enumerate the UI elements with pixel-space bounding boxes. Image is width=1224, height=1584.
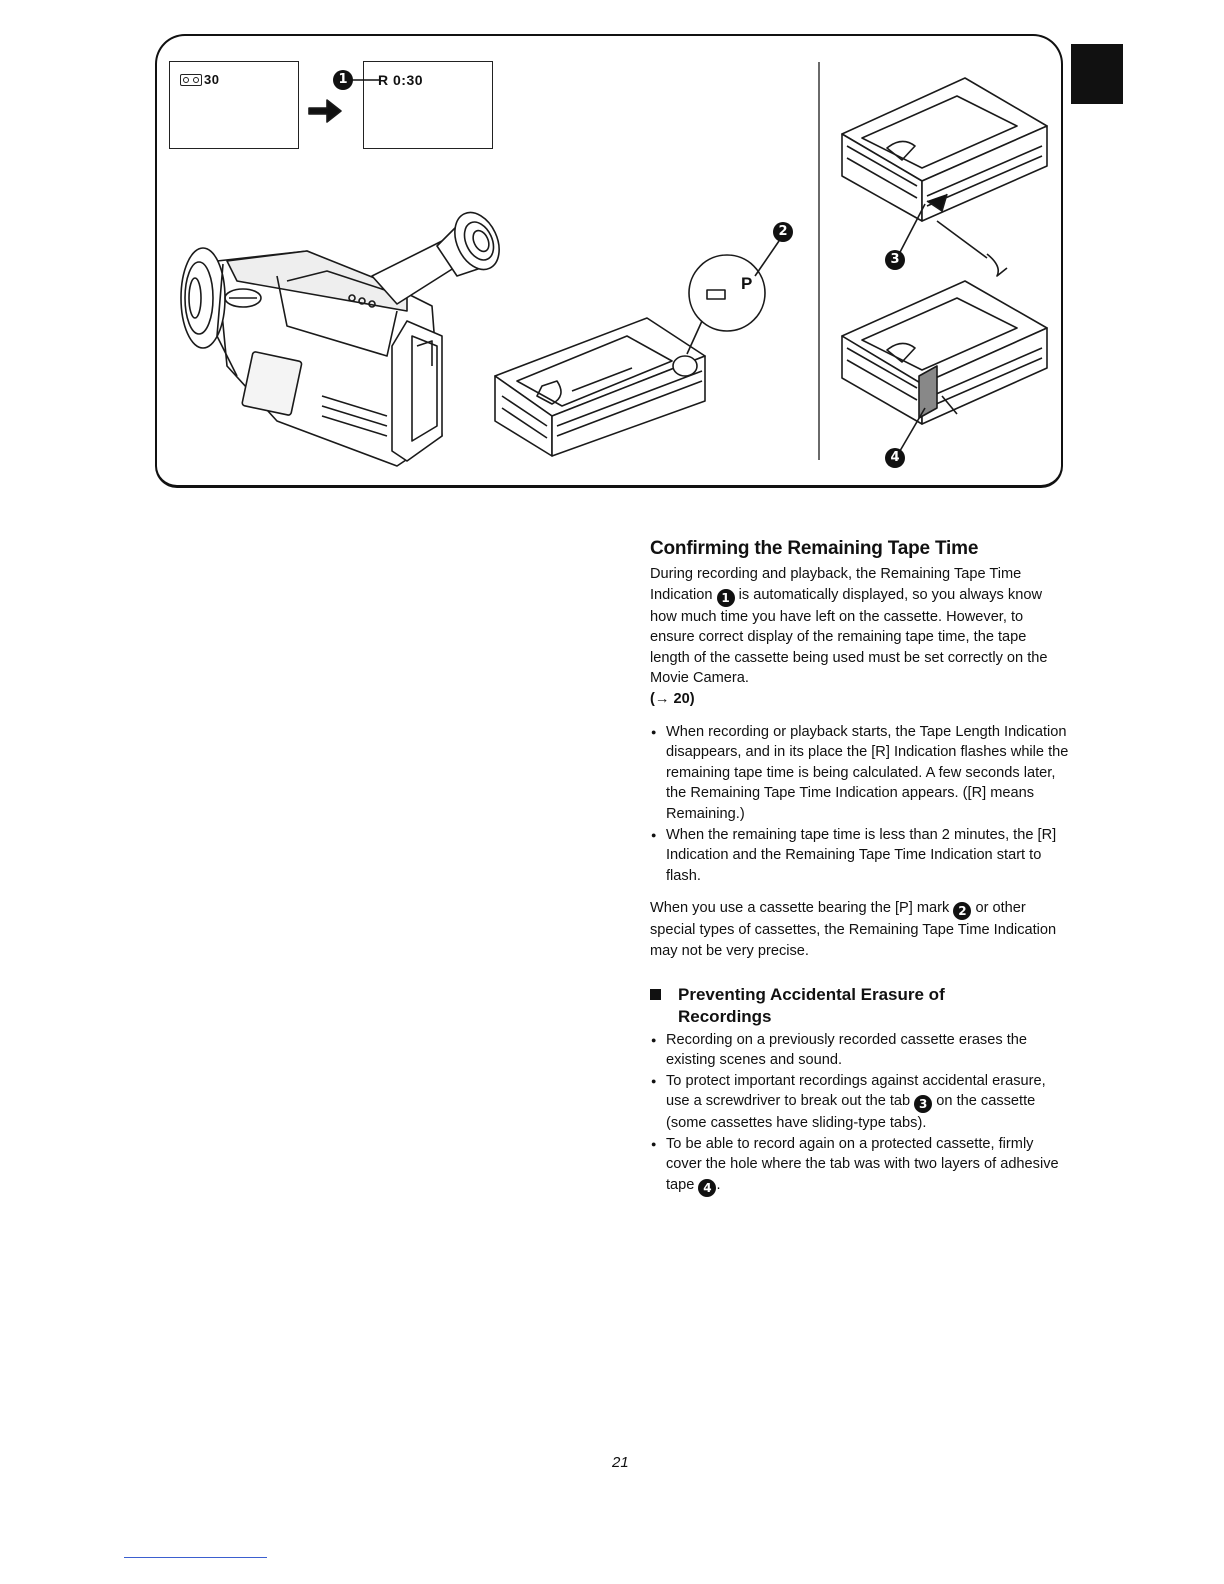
inline-callout-2: 2 [953,902,971,920]
p-mark-magnifier [689,255,765,331]
cassette-bottom-right-illustration [842,281,1047,456]
illustration-panel [155,34,1063,488]
cassette-center-illustration [495,318,705,456]
bullet-item [650,1071,1070,1134]
subsection-bullets [650,1030,1070,1198]
inline-callout-1: 1 [717,589,735,607]
bullet-item: ● Recording on a previously recorded cassette erases the existing scenes and sound. [650,1030,1070,1071]
section-title: Confirming the Remaining Tape Time [650,538,979,559]
arrow-right-icon [309,100,341,122]
note-text-a: When you use a cassette bearing the [P] mark [650,900,950,917]
bullet-text-b: on the cassette (some cassettes have sliding-type tabs). [666,1093,1036,1132]
footer-rule [124,1557,267,1558]
callout-4: 4 [885,448,905,468]
inline-callout-3: 3 [914,1095,932,1113]
subsection-title-line2: Recordings [678,1006,772,1026]
remaining-time-value: R 0:30 [378,72,424,88]
inline-callout-4: 4 [698,1179,716,1197]
callout-3: 3 [885,250,905,270]
bullet-text-a: To be able to record again on a protected cassette, firmly cover the hole where the tab was with two layers of adhesive tape [666,1135,1059,1194]
bullet-item: ● When recording or playback starts, the Tape Length Indication disappears, and in its place the [R] Indication flashes while the remaining tape time is being calculated. A few seconds later, the Remaining Tape Time Indication appears. ([R] means Remaining.) [650,722,1070,825]
page-number: 21 [612,1454,629,1471]
tape-length-indicator [180,72,219,87]
tape-length-value: 30 [204,72,220,87]
special-cassette-note [650,898,1070,961]
text-column [650,538,1070,1197]
screen-tape-length [169,61,299,149]
bullet-item [650,1134,1070,1197]
callout-1: 1 [333,70,353,90]
intro-paragraph [650,564,1070,689]
section-bullets [650,722,1070,887]
bullet-text-b: . [716,1177,721,1194]
section-tab-marker [1071,44,1123,104]
subsection-title-line1: Preventing Accidental Erasure of [678,984,945,1004]
page-reference: (→ 20) [650,690,695,707]
note-text-b: or other special types of cassettes, the Remaining Tape Time Indication may not be very precise. [650,900,1057,959]
callout-leader-1 [351,74,381,86]
screen-remaining-time [363,61,493,149]
bullet-item: ● When the remaining tape time is less than 2 minutes, the [R] Indication and the Remaining Tape Time Indication start to flash. [650,825,1070,887]
bullet-text-a: To protect important recordings against accidental erasure, use a screwdriver to break out the tab [666,1072,1046,1110]
callout-2: 2 [773,222,793,242]
subsection-title [650,984,1070,1028]
camcorder-illustration [181,205,508,466]
intro-text-a: During recording and playback, the Remaining Tape Time Indication [650,566,1022,603]
cassette-top-right-illustration [842,78,1047,276]
cassette-icon [180,74,202,86]
square-bullet-icon [650,989,661,1000]
intro-text-b: is automatically displayed, so you always know how much time you have left on the cassette. However, to ensure correct display of the remaining tape time, the tape length of the cassette being used must be set correctly on the Movie Camera. [650,586,1048,687]
p-mark-label: P [741,274,753,293]
